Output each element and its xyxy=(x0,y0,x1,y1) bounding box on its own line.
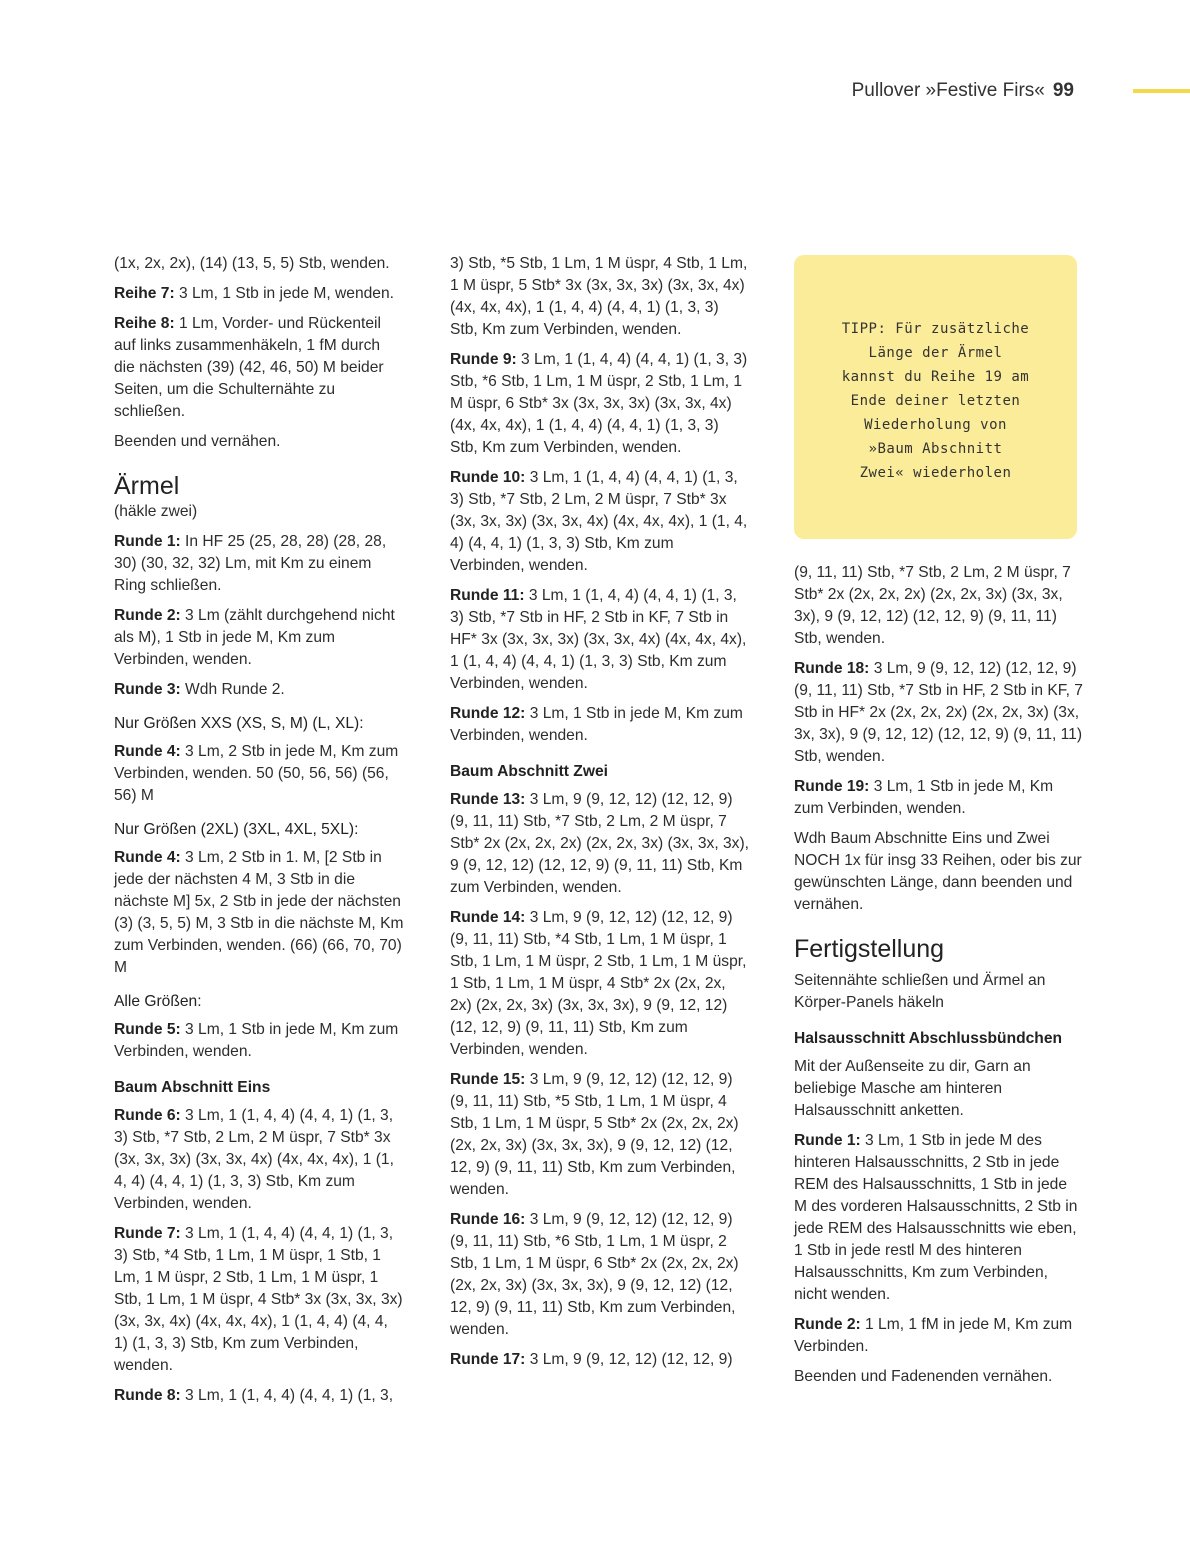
instruction-round-8: Runde 8: 3 Lm, 1 (1, 4, 4) (4, 4, 1) (1, 3, xyxy=(114,1387,394,1404)
size-heading: Nur Größen (2XL) (3XL, 4XL, 5XL): xyxy=(114,821,359,838)
size-heading: Alle Größen: xyxy=(114,993,202,1010)
paragraph: Wdh Baum Abschnitte Eins und Zwei NOCH 1x für insg 33 Reihen, oder bis zur gewünschten Länge, dann beenden und vernähen. xyxy=(794,830,1082,913)
section-heading-fertigstellung: Fertigstellung xyxy=(794,935,945,963)
instruction-round-7: Runde 7: 3 Lm, 1 (1, 4, 4) (4, 4, 1) (1, 3, 3) Stb, *4 Stb, 1 Lm, 1 M üspr, 1 Stb, 1 Lm, 1 M üspr, 2 Stb, 1 Lm, 1 M üspr, 1 Stb, 1 Lm, 1 M üspr, 4 Stb* 3x (3x, 3x, 3x) (3x, 3x, 4x) (4x, 4x, 4x), 1 (1, 4, 4) (4, 4, 1) (1, 3, 3) Stb, Km zum Verbinden, wenden. xyxy=(114,1225,403,1374)
instruction-round-10: Runde 10: 3 Lm, 1 (1, 4, 4) (4, 4, 1) (1, 3, 3) Stb, *7 Stb, 2 Lm, 2 M üspr, 7 Stb* 3x (3x, 3x, 3x) (3x, 3x, 4x) (4x, 4x, 4x), 1 (1, 4, 4) (4, 4, 1) (1, 3, 3) Stb, Km zum Verbinden, wenden. xyxy=(450,469,748,574)
column-2 xyxy=(450,253,750,1379)
section-subheading: (häkle zwei) xyxy=(114,503,198,520)
accent-bar xyxy=(1133,89,1190,93)
instruction-round-15: Runde 15: 3 Lm, 9 (9, 12, 12) (12, 12, 9) (9, 11, 11) Stb, *5 Stb, 1 Lm, 1 M üspr, 4 Stb, 1 Lm, 1 M üspr, 5 Stb* 2x (2x, 2x, 2x) (2x, 2x, 3x) (3x, 3x, 3x), 9 (9, 12, 12) (12, 12, 9) (9, 11, 11) Stb, Km zum Verbinden, wenden. xyxy=(450,1071,739,1198)
instruction-round-9: Runde 9: 3 Lm, 1 (1, 4, 4) (4, 4, 1) (1, 3, 3) Stb, *6 Stb, 1 Lm, 1 M üspr, 2 Stb, 1 Lm, 1 M üspr, 6 Stb* 3x (3x, 3x, 3x) (3x, 3x, 4x) (4x, 4x, 4x), 1 (1, 4, 4) (4, 4, 1) (1, 3, 3) Stb, Km zum Verbinden, wenden. xyxy=(450,351,748,456)
paragraph: Mit der Außenseite zu dir, Garn an beliebige Masche am hinteren Halsausschnitt anketten. xyxy=(794,1058,1031,1119)
instruction-round-12: Runde 12: 3 Lm, 1 Stb in jede M, Km zum Verbinden, wenden. xyxy=(450,705,743,744)
subsection-heading: Halsausschnitt Abschlussbündchen xyxy=(794,1030,1063,1047)
row-label: Reihe 7: xyxy=(114,285,175,302)
instruction-round-13: Runde 13: 3 Lm, 9 (9, 12, 12) (12, 12, 9) (9, 11, 11) Stb, *7 Stb, 2 Lm, 2 M üspr, 7 Stb* 2x (2x, 2x, 2x) (2x, 2x, 3x) (3x, 3x, 3x), 9 (9, 12, 12) (12, 12, 9) (9, 11, 11) Stb, Km zum Verbinden, wenden. xyxy=(450,791,749,896)
instruction-round-5: Runde 5: 3 Lm, 1 Stb in jede M, Km zum Verbinden, wenden. xyxy=(114,1021,399,1060)
paragraph: (1x, 2x, 2x), (14) (13, 5, 5) Stb, wenden. xyxy=(114,255,390,272)
header-title: Pullover »Festive Firs« xyxy=(851,80,1045,101)
instruction-round-11: Runde 11: 3 Lm, 1 (1, 4, 4) (4, 4, 1) (1, 3, 3) Stb, *7 Stb in HF, 2 Stb in KF, 7 Stb in HF* 3x (3x, 3x, 3x) (3x, 3x, 4x) (4x, 4x, 4x), 1 (1, 4, 4) (4, 4, 1) (1, 3, 3) Stb, Km zum Verbinden, wenden. xyxy=(450,587,747,692)
instruction-round-6: Runde 6: 3 Lm, 1 (1, 4, 4) (4, 4, 1) (1, 3, 3) Stb, *7 Stb, 2 Lm, 2 M üspr, 7 Stb* 3x (3x, 3x, 3x) (3x, 3x, 4x) (4x, 4x, 4x), 1 (1, 4, 4) (4, 4, 1) (1, 3, 3) Stb, Km zum Verbinden, wenden. xyxy=(114,1107,394,1212)
paragraph: Seitennähte schließen und Ärmel an Körper-Panels häkeln xyxy=(794,972,1046,1011)
subsection-heading: Baum Abschnitt Eins xyxy=(114,1079,271,1096)
row-label: Reihe 8: xyxy=(114,315,175,332)
neckband-round-2: Runde 2: 1 Lm, 1 fM in jede M, Km zum Verbinden. xyxy=(794,1316,1073,1355)
page-number: 99 xyxy=(1052,80,1074,101)
column-3 xyxy=(794,562,1084,1396)
neckband-round-1: Runde 1: 3 Lm, 1 Stb in jede M des hinteren Halsausschnitts, 2 Stb in jede REM des Halsausschnitts, 1 Stb in jede M des vorderen Halsausschnitts, 2 Stb in jede REM des Halsausschnitts wie eben, 1 Stb in jede restl M des hinteren Halsausschnitts, Km zum Verbinden, nicht wenden. xyxy=(794,1132,1078,1303)
instruction-round-4b: Runde 4: 3 Lm, 2 Stb in 1. M, [2 Stb in jede der nächsten 4 M, 3 Stb in die nächste M] 5x, 2 Stb in jede der nächsten (3) (3, 5, 5) M, 3 Stb in die nächste M, Km zum Verbinden, wenden. (66) (66, 70, 70) M xyxy=(114,849,404,976)
paragraph: Beenden und Fadenenden vernähen. xyxy=(794,1368,1053,1385)
column-1 xyxy=(114,253,404,1415)
section-heading-aermel: Ärmel xyxy=(114,472,180,500)
instruction-row-8: Reihe 8: 1 Lm, Vorder- und Rückenteil auf links zusammenhäkeln, 1 fM durch die nächsten (39) (42, 46, 50) M beider Seiten, um die Schulternähte zu schließen. xyxy=(114,315,384,420)
instruction-round-3: Runde 3: Wdh Runde 2. xyxy=(114,681,285,698)
subsection-heading: Baum Abschnitt Zwei xyxy=(450,763,608,780)
tip-text: TIPP: Für zusätzliche Länge der Ärmel kannst du Reihe 19 am Ende deiner letzten Wiederholung von »Baum Abschnitt Zwei« wiederholen xyxy=(841,321,1030,481)
running-header xyxy=(852,80,1074,102)
tip-box xyxy=(794,255,1077,539)
paragraph: 3) Stb, *5 Stb, 1 Lm, 1 M üspr, 4 Stb, 1 Lm, 1 M üspr, 5 Stb* 3x (3x, 3x, 3x) (3x, 3x, 4x) (4x, 4x, 4x), 1 (1, 4, 4) (4, 4, 1) (1, 3, 3) Stb, Km zum Verbinden, wenden. xyxy=(450,255,748,338)
size-heading: Nur Größen XXS (XS, S, M) (L, XL): xyxy=(114,715,364,732)
instruction-round-16: Runde 16: 3 Lm, 9 (9, 12, 12) (12, 12, 9) (9, 11, 11) Stb, *6 Stb, 1 Lm, 1 M üspr, 2 Stb, 1 Lm, 1 M üspr, 6 Stb* 2x (2x, 2x, 2x) (2x, 2x, 3x) (3x, 3x, 3x), 9 (9, 12, 12) (12, 12, 9) (9, 11, 11) Stb, Km zum Verbinden, wenden. xyxy=(450,1211,739,1338)
instruction-round-1: Runde 1: In HF 25 (25, 28, 28) (28, 28, 30) (30, 32, 32) Lm, mit Km zu einem Ring schließen. xyxy=(114,533,387,594)
instruction-round-18: Runde 18: 3 Lm, 9 (9, 12, 12) (12, 12, 9) (9, 11, 11) Stb, *7 Stb in HF, 2 Stb in KF, 7 Stb in HF* 2x (2x, 2x, 2x) (2x, 2x, 3x) (3x, 3x, 3x), 9 (9, 12, 12) (12, 12, 9) (9, 11, 11) Stb, wenden. xyxy=(794,660,1083,765)
paragraph: (9, 11, 11) Stb, *7 Stb, 2 Lm, 2 M üspr, 7 Stb* 2x (2x, 2x, 2x) (2x, 2x, 3x) (3x, 3x, 3x), 9 (9, 12, 12) (12, 12, 9) (9, 11, 11) Stb, wenden. xyxy=(794,564,1071,647)
instruction-round-19: Runde 19: 3 Lm, 1 Stb in jede M, Km zum Verbinden, wenden. xyxy=(794,778,1054,817)
instruction-round-4a: Runde 4: 3 Lm, 2 Stb in jede M, Km zum Verbinden, wenden. 50 (50, 56, 56) (56, 56) M xyxy=(114,743,399,804)
instruction-round-17: Runde 17: 3 Lm, 9 (9, 12, 12) (12, 12, 9) xyxy=(450,1351,733,1368)
paragraph: Beenden und vernähen. xyxy=(114,433,281,450)
instruction-row-7: Reihe 7: 3 Lm, 1 Stb in jede M, wenden. xyxy=(114,285,394,302)
instruction-round-2: Runde 2: 3 Lm (zählt durchgehend nicht als M), 1 Stb in jede M, Km zum Verbinden, wenden. xyxy=(114,607,395,668)
instruction-round-14: Runde 14: 3 Lm, 9 (9, 12, 12) (12, 12, 9) (9, 11, 11) Stb, *4 Stb, 1 Lm, 1 M üspr, 1 Stb, 1 Lm, 1 M üspr, 2 Stb, 1 Lm, 1 M üspr, 1 Stb, 1 Lm, 1 M üspr, 4 Stb* 2x (2x, 2x, 2x) (2x, 2x, 3x) (3x, 3x, 3x), 9 (9, 12, 12) (12, 12, 9) (9, 11, 11) Stb, Km zum Verbinden, wenden. xyxy=(450,909,747,1058)
